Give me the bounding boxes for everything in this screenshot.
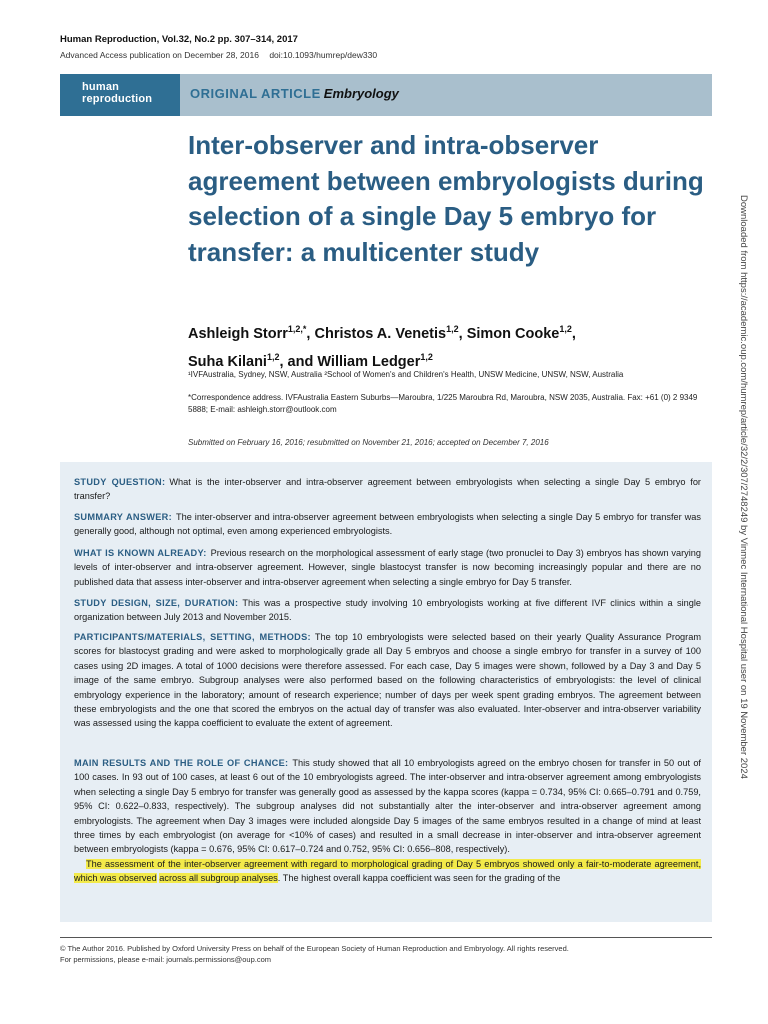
section-heading: PARTICIPANTS/MATERIALS, SETTING, METHODS:	[74, 632, 311, 642]
section-text: This was a prospective study involving 10 embryologists working at five different IVF clinics within a single organization between July 2013 and November 2015.	[74, 598, 701, 623]
journal-logo[interactable]	[60, 74, 180, 116]
copyright-notice: © The Author 2016. Published by Oxford University Press on behalf of the European Society of Human Reproduction and Embryology. All rights reserved.	[60, 944, 569, 953]
author-separator: ,	[571, 325, 576, 342]
permissions-notice: For permissions, please e-mail: journals.permissions@oup.com	[60, 955, 272, 964]
abstract-box	[60, 462, 712, 922]
section-heading: STUDY QUESTION:	[74, 477, 166, 487]
author-separator: ,	[306, 325, 315, 342]
affiliations: ¹IVFAustralia, Sydney, NSW, Australia ²School of Women's and Children's Health, UNSW Medicine, UNSW, NSW, Australia	[188, 370, 624, 379]
correspondence: *Correspondence address. IVFAustralia Eastern Suburbs—Maroubra, 1/225 Maroubra Rd, Maroubra, NSW 2035, Australia. Fax: +61 (0) 2 9349 5888; E-mail: ashleigh.storr@outlook.com	[188, 393, 698, 414]
section-text: What is the inter-observer and intra-observer agreement between embryologists when selecting a single Day 5 embryo for transfer?	[74, 477, 701, 502]
author-name[interactable]: William Ledger	[317, 353, 421, 370]
access-info	[60, 50, 385, 60]
logo-text-reproduction: reproduction	[82, 93, 153, 105]
advance-access-date: Advanced Access publication on December 28, 2016	[60, 50, 259, 60]
section-text: The top 10 embryologists were selected based on their yearly Quality Assurance Program scores for blastocyst grading and were asked to morphologically grade all Day 5 embryos and choose a single embryo for transfer in a survey of 100 cases using 2D images. A total of 1000 decisions were therefore assessed. For each case, Day 5 images were shown, followed by a Day 3 and Day 5 image of the same embryo. Subgroup analyses were also performed based on the following characteristics of embryologists: the level of clinical embryology experience in the laboratory; amount of research experience; number of days per week spent grading embryos. The agreement between these embryologists and the one that scored the embryos on the actual day of transfer was also evaluated. Inter-observer and intra-observer variability was assessed using the kappa coefficient to evaluate the extent of agreement.	[74, 632, 701, 729]
section-text: . The highest overall kappa coefficient was seen for the grading of the	[277, 873, 561, 884]
section-heading: STUDY DESIGN, SIZE, DURATION:	[74, 598, 239, 608]
author-affil-marker: 1,2	[446, 324, 459, 334]
submission-dates: Submitted on February 16, 2016; resubmitted on November 21, 2016; accepted on December 7, 2016	[188, 438, 549, 447]
abstract-participants	[74, 630, 701, 731]
article-banner	[60, 74, 712, 116]
highlighted-text[interactable]: across all subgroup analyses	[159, 873, 278, 884]
abstract-design	[74, 596, 701, 625]
author-affil-marker: 1,2	[559, 324, 572, 334]
author-name[interactable]: Christos A. Venetis	[314, 325, 447, 342]
journal-citation: Human Reproduction, Vol.32, No.2 pp. 307–314, 2017	[60, 34, 298, 45]
abstract-known	[74, 546, 701, 589]
article-title: Inter-observer and intra-observer agreement between embryologists during selection of a single Day 5 embryo for transfer: a multicenter study	[188, 130, 704, 267]
author-name[interactable]: Simon Cooke	[466, 325, 560, 342]
author-separator: ,	[458, 325, 467, 342]
abstract-summary-answer	[74, 510, 701, 539]
section-heading: WHAT IS KNOWN ALREADY:	[74, 548, 207, 558]
section-text: This study showed that all 10 embryologists agreed on the embryo chosen for transfer in 50 out of 100 cases. In 93 out of 100 cases, at least 6 out of the 10 embryologists agreed. The inter-observer and intra-observer agreement among embryologists when selecting a single Day 5 embryo for transfer was generally good as assessed by the kappa scores (kappa = 0.734, 95% CI: 0.665–0.791 and 0.759, 95% CI: 0.622–0.833, respectively). The subgroup analyses did not substantially alter the inter-observer and intra-observer agreement among embryologists. The agreement when Day 3 images were included alongside Day 5 images of the same embryos resulted in a change of mind at least three times by each embryologist (on average for <10% of cases) and resulted in a small decrease in inter-observer and intra-observer agreement between embryologists (kappa = 0.676, 95% CI: 0.617–0.724 and 0.752, 95% CI: 0.656–808, respectively).	[74, 758, 701, 855]
author-name[interactable]: Ashleigh Storr	[188, 325, 288, 342]
section-text: The inter-observer and intra-observer agreement between embryologists when selecting a single Day 5 embryo for transfer was generally good, although not optimal, even among experienced embryologists.	[74, 512, 701, 537]
logo-text-human: human	[82, 81, 120, 93]
author-affil-marker: 1,2	[420, 351, 433, 362]
author-list	[188, 318, 708, 374]
author-affil-marker: 1,2,*	[287, 324, 307, 334]
footer-divider	[60, 937, 712, 938]
article-type-label: ORIGINAL ARTICLE	[190, 86, 321, 101]
abstract-results	[74, 756, 701, 886]
section-heading: MAIN RESULTS AND THE ROLE OF CHANCE:	[74, 758, 289, 768]
section-text: Previous research on the morphological assessment of early stage (two pronuclei to Day 3) embryos has shown varying levels of inter-observer and intra-observer agreement. However, single blastocyst transfer is now becoming increasingly popular and there are no published data that assess inter-observer and intra-observer agreement when selecting a single embryo for Day 5 transfer.	[74, 548, 702, 587]
highlighted-text[interactable]: The assessment of the inter-observer agreement with regard to morphological grading of Day 5 embryos showed only a fair-to-moderate agreement, which was observed	[74, 858, 701, 884]
abstract-study-question	[74, 475, 701, 504]
author-name[interactable]: Suha Kilani	[188, 353, 267, 370]
author-separator: , and	[279, 353, 318, 370]
highlight-indent	[74, 859, 86, 869]
article-type	[190, 86, 399, 101]
download-watermark: Downloaded from https://academic.oup.com/humrep/article/32/2/307/2748249 by Vinmec International Hospital user on 19 November 2024	[738, 195, 749, 779]
author-affil-marker: 1,2	[266, 351, 280, 362]
section-heading: SUMMARY ANSWER:	[74, 512, 172, 522]
doi[interactable]: doi:10.1093/humrep/dew330	[269, 50, 378, 60]
article-subject: Embryology	[323, 86, 399, 101]
